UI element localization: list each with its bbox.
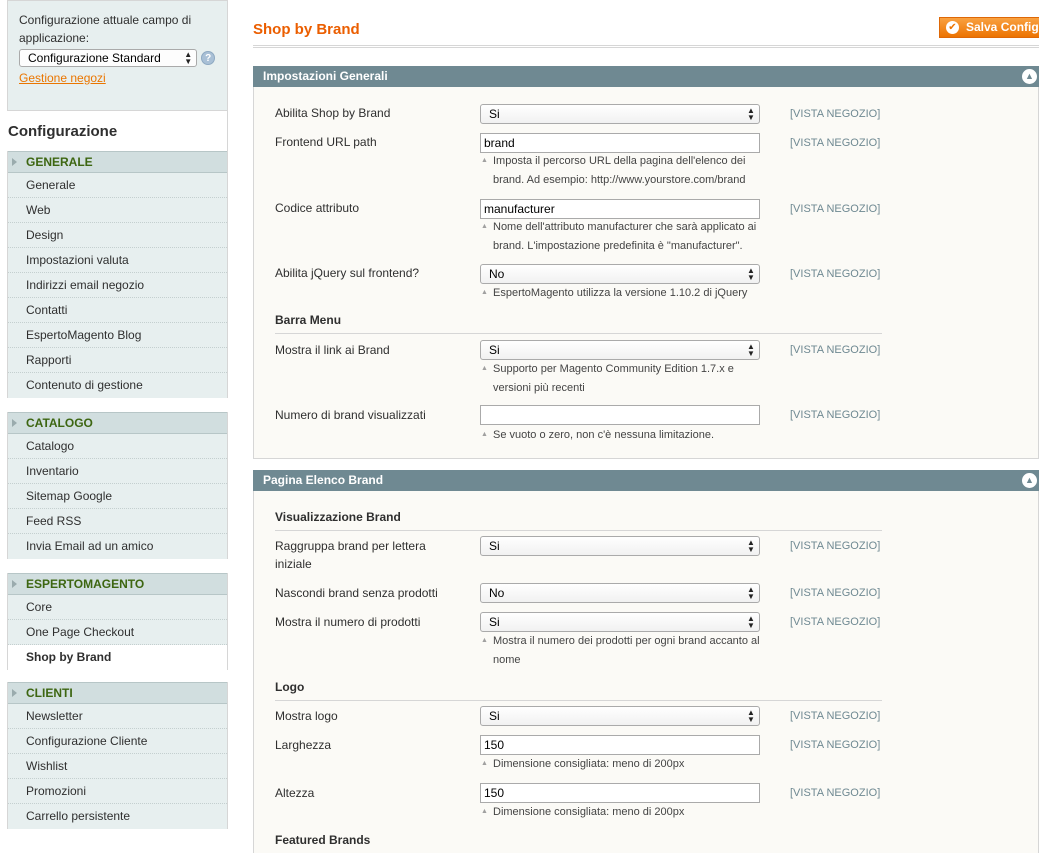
field-note: ▲ Supporto per Magento Community Edition 1.7.x e versioni più recenti — [480, 360, 770, 397]
sidebar-section-generale — [7, 151, 228, 398]
sidebar-item-customer-config[interactable]: Configurazione Cliente — [8, 729, 227, 754]
enable-shop-by-brand-select[interactable] — [480, 104, 760, 124]
save-config-button[interactable] — [939, 17, 1039, 38]
sidebar-item-persistent-cart[interactable]: Carrello persistente — [8, 804, 227, 829]
field-label: Larghezza — [275, 738, 332, 752]
field-note: ▲ Dimensione consigliata: meno di 200px — [480, 755, 770, 774]
sidebar-item-generale[interactable]: Generale — [8, 173, 227, 198]
group-by-letter-select[interactable] — [480, 536, 760, 556]
scope-tag: [VISTA NEGOZIO] — [790, 587, 881, 599]
help-icon[interactable]: ? — [201, 51, 215, 65]
fieldset-title: Impostazioni Generali — [263, 69, 388, 83]
scope-tag: [VISTA NEGOZIO] — [790, 268, 881, 280]
scope-tag: [VISTA NEGOZIO] — [790, 787, 881, 799]
select-arrows-icon: ▲ ▼ — [747, 585, 755, 601]
sidebar-section-header[interactable]: CATALOGO — [8, 412, 227, 434]
scope-tag: [VISTA NEGOZIO] — [790, 739, 881, 751]
select-arrows-icon: ▲ ▼ — [747, 538, 755, 554]
sidebar-item-contacts[interactable]: Contatti — [8, 298, 227, 323]
brand-count-input[interactable] — [480, 405, 760, 425]
sidebar-item-store-email[interactable]: Indirizzi email negozio — [8, 273, 227, 298]
sidebar-item-reports[interactable]: Rapporti — [8, 348, 227, 373]
show-logo-select[interactable] — [480, 706, 760, 726]
title-divider — [253, 45, 1039, 48]
logo-width-input[interactable]: 150 — [480, 735, 760, 755]
sidebar-section-catalogo — [7, 412, 228, 559]
fieldset-title: Pagina Elenco Brand — [263, 473, 384, 487]
scope-tag: [VISTA NEGOZIO] — [790, 344, 881, 356]
sidebar-gap — [7, 559, 228, 573]
manage-stores-link[interactable]: Gestione negozi — [19, 71, 106, 85]
select-value: Si — [489, 709, 500, 723]
field-label: Altezza — [275, 786, 315, 800]
field-note: ▲ Imposta il percorso URL della pagina dell'elenco dei brand. Ad esempio: http://www.yourstore.com/brand — [480, 152, 770, 189]
attribute-code-input[interactable]: manufacturer — [480, 199, 760, 219]
sidebar-item-content[interactable]: Contenuto di gestione — [8, 373, 227, 398]
subsection-heading: Visualizzazione Brand — [275, 509, 882, 531]
logo-height-input[interactable]: 150 — [480, 783, 760, 803]
sidebar-section-header[interactable]: GENERALE — [8, 151, 227, 173]
field-label: Codice attributo — [275, 201, 360, 215]
scope-tag: [VISTA NEGOZIO] — [790, 108, 881, 120]
field-note: ▲ Dimensione consigliata: meno di 200px — [480, 803, 770, 822]
select-arrows-icon: ▲ ▼ — [747, 342, 755, 358]
scope-tag: [VISTA NEGOZIO] — [790, 409, 881, 421]
sidebar-title: Configurazione — [7, 111, 228, 151]
collapse-icon[interactable]: ▲ — [1022, 473, 1037, 488]
field-note: ▲ Se vuoto o zero, non c'è nessuna limitazione. — [480, 426, 770, 445]
fieldset-header-general[interactable] — [253, 66, 1039, 87]
check-icon: ✔ — [946, 21, 959, 34]
field-label: Abilita jQuery sul frontend? — [275, 266, 420, 280]
select-arrows-icon: ▲ ▼ — [747, 266, 755, 282]
sidebar-item-blog[interactable]: EspertoMagento Blog — [8, 323, 227, 348]
field-label: Frontend URL path — [275, 135, 377, 149]
field-label: Mostra il numero di prodotti — [275, 615, 421, 629]
sidebar-section-espertomagento — [7, 573, 228, 670]
hide-empty-brands-select[interactable] — [480, 583, 760, 603]
field-note: ▲ EspertoMagento utilizza la versione 1.10.2 di jQuery — [480, 284, 770, 303]
select-value: Si — [489, 539, 500, 553]
select-arrows-icon: ▲ ▼ — [747, 614, 755, 630]
field-label: Mostra logo — [275, 709, 338, 723]
sidebar-gap — [7, 398, 228, 412]
field-note: ▲ Mostra il numero dei prodotti per ogni brand accanto al nome — [480, 632, 770, 669]
field-label: Abilita Shop by Brand — [275, 106, 391, 120]
sidebar-section-clienti — [7, 682, 228, 829]
scope-select-value: Configurazione Standard — [28, 51, 161, 65]
scope-select[interactable] — [19, 49, 197, 67]
sidebar-item-design[interactable]: Design — [8, 223, 227, 248]
show-brand-link-select[interactable] — [480, 340, 760, 360]
fieldset-header-listing[interactable] — [253, 470, 1039, 491]
sidebar-item-shop-by-brand[interactable]: Shop by Brand — [8, 645, 227, 670]
field-label: Mostra il link ai Brand — [275, 343, 390, 357]
select-value: Si — [489, 615, 500, 629]
sidebar-item-catalog[interactable]: Catalogo — [8, 434, 227, 459]
sidebar-section-header[interactable]: CLIENTI — [8, 682, 227, 704]
subsection-heading: Logo — [275, 679, 882, 701]
fieldset-listing — [253, 491, 1039, 853]
subsection-heading: Featured Brands — [275, 832, 882, 853]
collapse-icon[interactable]: ▲ — [1022, 69, 1037, 84]
field-label: Nascondi brand senza prodotti — [275, 586, 438, 600]
sidebar-item-wishlist[interactable]: Wishlist — [8, 754, 227, 779]
select-value: Si — [489, 107, 500, 121]
main-content — [253, 0, 1039, 853]
save-config-label: Salva Config — [966, 20, 1039, 34]
scope-tag: [VISTA NEGOZIO] — [790, 710, 881, 722]
scope-tag: [VISTA NEGOZIO] — [790, 137, 881, 149]
sidebar-item-sitemap[interactable]: Sitemap Google — [8, 484, 227, 509]
select-arrows-icon: ▲ ▼ — [747, 708, 755, 724]
sidebar-item-web[interactable]: Web — [8, 198, 227, 223]
scope-tag: [VISTA NEGOZIO] — [790, 616, 881, 628]
frontend-url-input[interactable]: brand — [480, 133, 760, 153]
subsection-heading: Barra Menu — [275, 312, 882, 334]
page-title: Shop by Brand — [253, 21, 360, 38]
fieldset-general — [253, 87, 1039, 459]
select-value: Si — [489, 343, 500, 357]
sidebar-gap — [7, 670, 228, 682]
select-arrows-icon: ▲ ▼ — [747, 106, 755, 122]
sidebar — [7, 0, 228, 853]
scope-switcher — [7, 0, 228, 111]
field-label: Numero di brand visualizzati — [275, 408, 426, 422]
field-note: ▲ Nome dell'attributo manufacturer che sarà applicato ai brand. L'impostazione predefinita è "manufacturer". — [480, 218, 770, 255]
select-value: No — [489, 267, 505, 281]
sidebar-item-inventory[interactable]: Inventario — [8, 459, 227, 484]
sidebar-item-rss[interactable]: Feed RSS — [8, 509, 227, 534]
sidebar-item-onepage[interactable]: One Page Checkout — [8, 620, 227, 645]
field-label: Raggruppa brand per lettera iniziale — [275, 539, 426, 571]
show-product-count-select[interactable] — [480, 612, 760, 632]
scope-tag: [VISTA NEGOZIO] — [790, 203, 881, 215]
scope-label: Configurazione attuale campo di applicazione: — [19, 13, 192, 45]
sidebar-item-currency[interactable]: Impostazioni valuta — [8, 248, 227, 273]
enable-jquery-select[interactable] — [480, 264, 760, 284]
sidebar-item-newsletter[interactable]: Newsletter — [8, 704, 227, 729]
sidebar-item-promotions[interactable]: Promozioni — [8, 779, 227, 804]
sidebar-item-email-friend[interactable]: Invia Email ad un amico — [8, 534, 227, 559]
sidebar-item-core[interactable]: Core — [8, 595, 227, 620]
scope-tag: [VISTA NEGOZIO] — [790, 540, 881, 552]
select-value: No — [489, 586, 505, 600]
select-arrows-icon: ▲ ▼ — [184, 50, 193, 66]
sidebar-section-header[interactable]: ESPERTOMAGENTO — [8, 573, 227, 595]
